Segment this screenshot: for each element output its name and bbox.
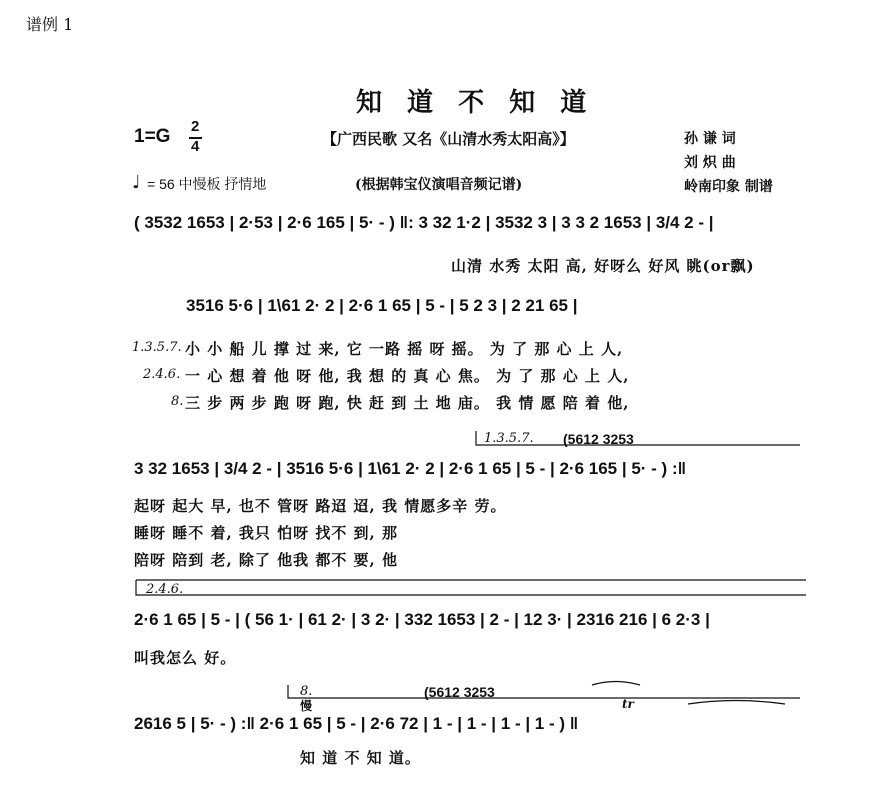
row-5-tempo-mark: 慢 (300, 699, 313, 713)
row-3-ornament: (5612 3253 (563, 431, 634, 447)
row-5-volta-label: 8. (300, 684, 313, 699)
row-1-notes: ( 3532 1653 | 2·53 | 2·6 165 | 5· - ) ‖: 3 32 1·2 | 3532 3 | 3 3 2 1653 | 3/4 2 - | (134, 213, 714, 232)
volta-bracket-246 (136, 580, 806, 595)
credit-composer: 刘 炽 曲 (684, 155, 736, 171)
row-3-lyrics-verse-2: 睡呀 睡不 着, 我只 怕呀 找不 到, 那 (134, 524, 399, 542)
trill-slur (592, 682, 640, 686)
row-4-lyrics: 叫我怎么 好。 (134, 649, 237, 667)
tempo-marking: = 56 中慢板 抒情地 (147, 176, 267, 192)
row-4-volta-label: 2.4.6. (146, 582, 184, 597)
time-signature-denominator: 4 (191, 138, 200, 155)
row-5-lyrics: 知 道 不 知 道。 (300, 749, 421, 767)
tie-slur (688, 701, 785, 705)
quarter-note-icon: ♩ (132, 172, 141, 193)
credit-transcriber: 岭南印象 制谱 (684, 179, 773, 195)
row-1-lyrics: 山清 水秀 太阳 高, 好呀么 好风 眺(or飘) (451, 257, 755, 275)
verse-label-246: 2.4.6. (143, 367, 181, 382)
row-2-lyrics-verse-1: 小 小 船 儿 撑 过 来, 它 一路 摇 呀 摇。 为 了 那 心 上 人, (185, 340, 624, 358)
row-5-notes: 2616 5 | 5· - ) :‖ 2·6 1 65 | 5 - | 2·6 72 | 1 - | 1 - | 1 - | 1 - ) ‖ (134, 714, 579, 733)
song-title: 知 道 不 知 道 (356, 88, 595, 118)
row-5-ornament: (5612 3253 (424, 684, 495, 700)
verse-label-1357: 1.3.5.7. (132, 340, 182, 355)
trill-mark: tr (622, 697, 634, 711)
row-2-lyrics-verse-2: 一 心 想 着 他 呀 他, 我 想 的 真 心 焦。 为 了 那 心 上 人, (185, 367, 630, 385)
key-signature: 1=G (134, 126, 171, 147)
row-3-notes: 3 32 1653 | 3/4 2 - | 3516 5·6 | 1\61 2· 2 | 2·6 1 65 | 5 - | 2·6 165 | 5· - ) :‖ (134, 459, 687, 478)
row-4-notes: 2·6 1 65 | 5 - | ( 56 1· | 61 2· | 3 2· | 332 1653 | 2 - | 12 3· | 2316 216 | 6 2·3 | (134, 610, 710, 629)
row-3-volta-label: 1.3.5.7. (484, 431, 534, 446)
row-3-lyrics-verse-1: 起呀 起大 早, 也不 管呀 路迢 迢, 我 情愿多辛 劳。 (134, 497, 507, 515)
row-3-lyrics-verse-3: 陪呀 陪到 老, 除了 他我 都不 要, 他 (134, 551, 399, 569)
example-label: 谱例 1 (26, 15, 74, 34)
time-signature-numerator: 2 (191, 118, 200, 135)
subtitle: 【广西民歌 又名《山清水秀太阳高》】 (322, 130, 575, 148)
row-2-lyrics-verse-3: 三 步 两 步 跑 呀 跑, 快 赶 到 土 地 庙。 我 情 愿 陪 着 他, (185, 394, 630, 412)
volta-bracket-8 (288, 685, 800, 698)
row-2-notes: 3516 5·6 | 1\61 2· 2 | 2·6 1 65 | 5 - | 5 2 3 | 2 21 65 | (186, 296, 578, 315)
credit-lyricist: 孙 谦 词 (684, 131, 736, 147)
verse-label-8: 8. (171, 394, 184, 409)
source-note: (根据韩宝仪演唱音频记谱) (355, 177, 523, 193)
